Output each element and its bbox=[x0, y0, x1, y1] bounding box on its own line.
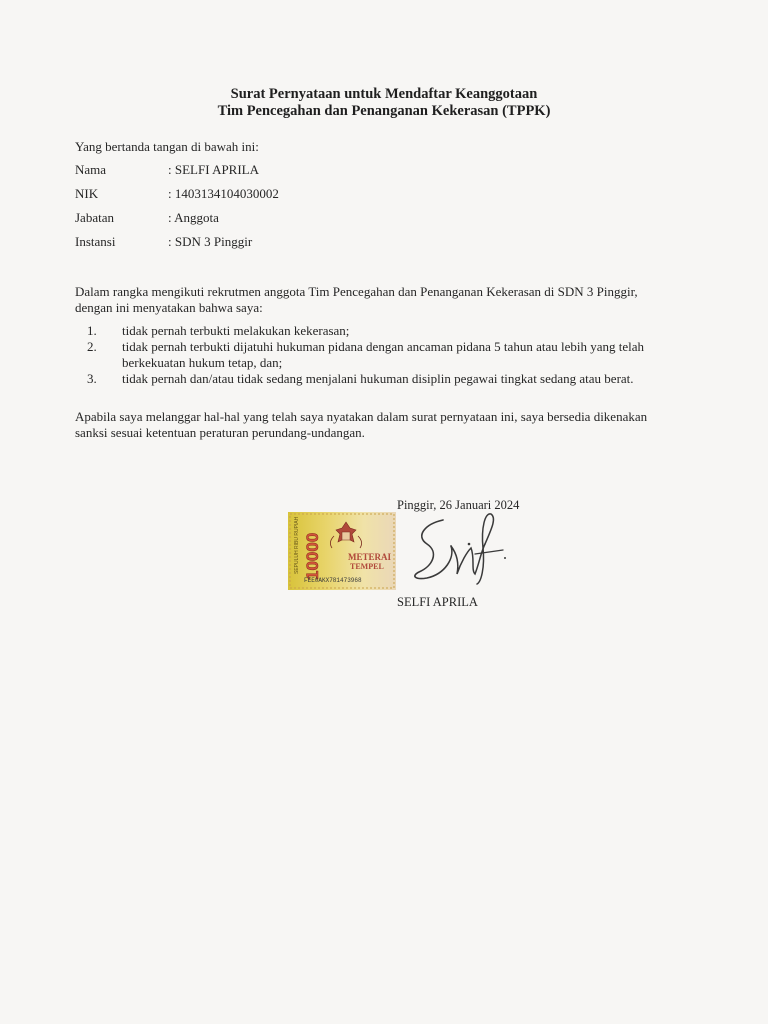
field-value: : SDN 3 Pinggir bbox=[168, 234, 253, 249]
field-label: Nama bbox=[75, 162, 107, 177]
identity-fields bbox=[75, 162, 279, 258]
list-number: 1. bbox=[87, 323, 97, 338]
list-item bbox=[75, 339, 665, 371]
field-value: : Anggota bbox=[168, 210, 219, 225]
field-row-institution bbox=[75, 234, 279, 258]
stamp-label-2: TEMPEL bbox=[350, 562, 384, 571]
list-text: tidak pernah terbukti dijatuhi hukuman pidana dengan ancaman pidana 5 tahun atau lebih yang telah berkekuatan hukum tetap, dan; bbox=[122, 339, 644, 370]
handwritten-signature bbox=[405, 508, 515, 590]
document-title bbox=[0, 86, 768, 120]
stamp-label-1: METERAI bbox=[348, 552, 392, 562]
stamp-serial: FEE0AKX781473968 bbox=[304, 577, 362, 584]
list-item bbox=[75, 323, 665, 339]
stamp-value: 10000 bbox=[303, 532, 322, 580]
statement-paragraph: Dalam rangka mengikuti rekrutmen anggota Tim Pencegahan dan Penanganan Kekerasan di SDN 3 Pinggir, dengan ini menyatakan bahwa saya: bbox=[75, 284, 638, 315]
field-row-position bbox=[75, 210, 279, 234]
list-text: tidak pernah dan/atau tidak sedang menjalani hukuman disiplin pegawai tingkat sedang atau berat. bbox=[122, 371, 634, 386]
title-line-2: Tim Pencegahan dan Penanganan Kekerasan (TPPK) bbox=[217, 103, 551, 119]
field-label: Jabatan bbox=[75, 210, 114, 225]
meterai-stamp bbox=[288, 512, 396, 590]
field-value: : 1403134104030002 bbox=[168, 186, 279, 201]
list-number: 3. bbox=[87, 371, 97, 386]
field-label: NIK bbox=[75, 186, 99, 201]
field-value: : SELFI APRILA bbox=[168, 162, 260, 177]
field-row-nik bbox=[75, 186, 279, 210]
signer-name: SELFI APRILA bbox=[397, 595, 478, 609]
list-text: tidak pernah terbukti melakukan kekerasan; bbox=[122, 323, 350, 338]
field-label: Instansi bbox=[75, 234, 116, 249]
field-row-name bbox=[75, 162, 279, 186]
stamp-side-text: SEPULUH RIBU RUPIAH bbox=[294, 516, 300, 574]
list-item bbox=[75, 371, 665, 387]
place-date: Pinggir, 26 Januari 2024 bbox=[397, 498, 520, 512]
intro-text: Yang bertanda tangan di bawah ini: bbox=[75, 139, 259, 154]
statement-list bbox=[75, 323, 665, 387]
list-number: 2. bbox=[87, 339, 97, 354]
sanction-paragraph: Apabila saya melanggar hal-hal yang telah saya nyatakan dalam surat pernyataan ini, saya bersedia dikenakan sanksi sesuai ketentuan peraturan perundang-undangan. bbox=[75, 409, 648, 440]
title-line-1: Surat Pernyataan untuk Mendaftar Keanggotaan bbox=[230, 86, 538, 102]
